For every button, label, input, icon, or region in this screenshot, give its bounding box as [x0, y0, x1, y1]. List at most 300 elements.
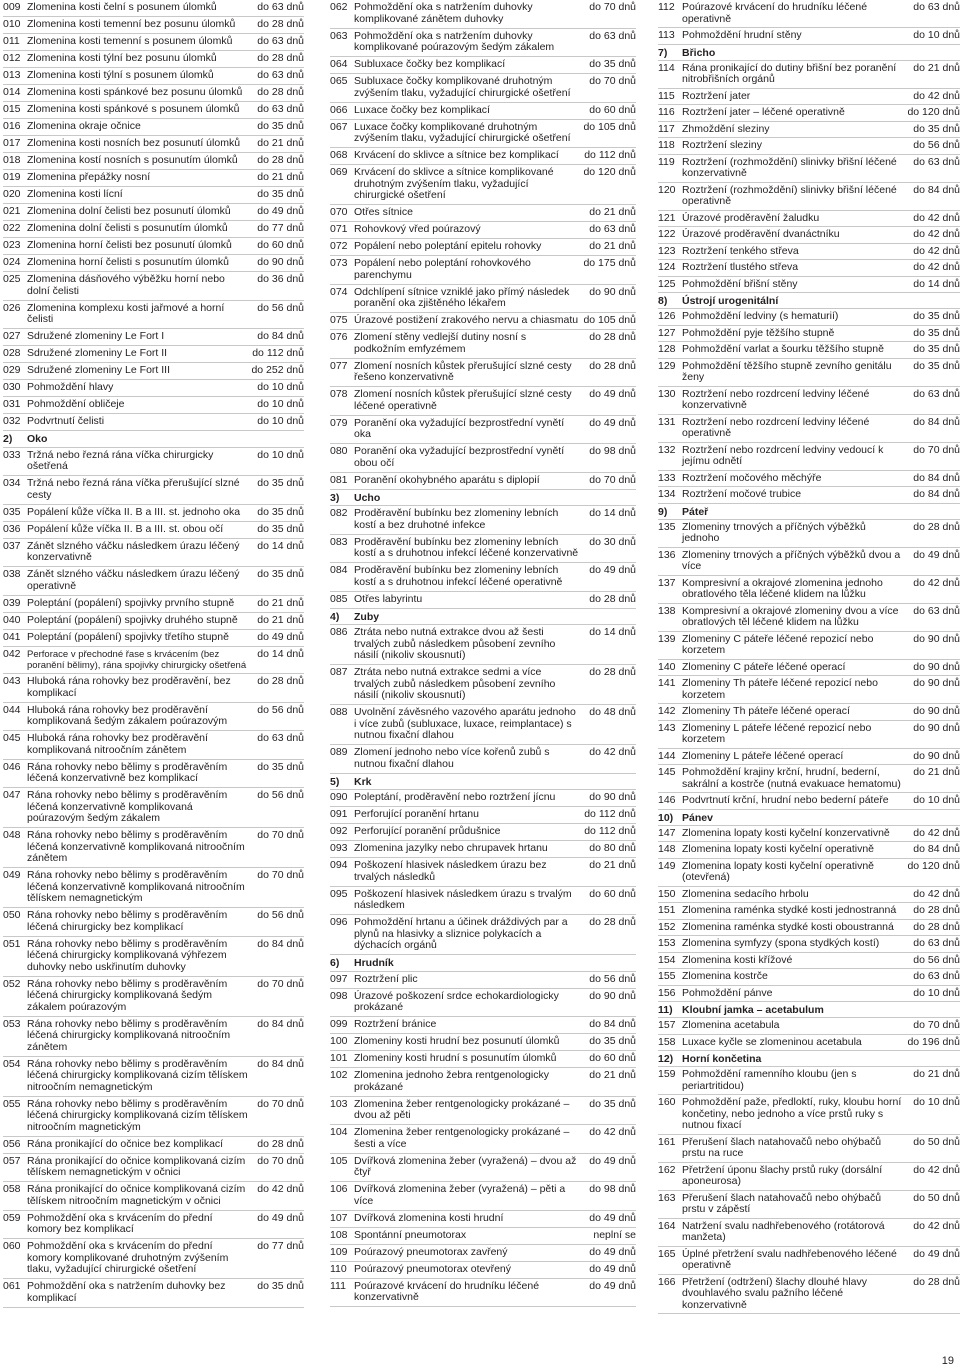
injury-entry: [658, 155, 960, 183]
entry-description: Roztržení tlustého střeva: [682, 261, 799, 273]
entry-code: 051: [3, 937, 21, 950]
injury-entry: [330, 1097, 636, 1126]
entry-description: Zlomení nosních kůstek přerušující slzné cesty léčené operativně: [354, 388, 572, 412]
entry-days: do 10 dnů: [913, 1096, 960, 1108]
entry-code: 092: [330, 825, 348, 838]
entry-description: Uvolnění závěsného vazového aparátu jednoho i více zubů (subluxace, luxace, reimplantace) s nutnou fixační dlahou: [354, 706, 576, 742]
entry-days: do 112 dnů: [584, 808, 636, 821]
entry-description: Zlomenina kosti temenní bez posunu úlomků: [27, 18, 236, 31]
entry-description: Zlomeniny Th páteře léčené operací: [682, 705, 850, 717]
entry-code: 146: [658, 794, 676, 806]
entry-description: Rána rohovky nebo bělimy s proděravěním léčená chirurgicky bez komplikací: [27, 909, 228, 933]
injury-entry: [330, 1017, 636, 1034]
entry-code: 018: [3, 154, 21, 167]
section-heading: [658, 293, 960, 309]
entry-description: Poškození hlasivek následkem úrazu s trvalým následkem: [354, 887, 572, 912]
entry-code: 044: [3, 703, 21, 716]
injury-entry: [3, 85, 304, 102]
entry-code: 022: [3, 222, 21, 235]
entry-description: Poleptání (popálení) spojivky druhého stupně: [27, 613, 238, 626]
entry-description: Rána pronikající do očnice bez komplikací: [27, 1137, 224, 1150]
entry-days: do 21 dnů: [257, 137, 304, 150]
entry-code: 107: [330, 1211, 348, 1224]
entry-description: Ztráta nebo nutná extrakce sedmi a více trvalých zubů následkem působení zevního násilí (nikoliv skousnutí): [354, 666, 556, 702]
entry-days: do 90 dnů: [913, 705, 960, 717]
entry-description: Tržná nebo řezná rána víčka přerušující slzné cesty: [27, 477, 240, 501]
entry-days: do 98 dnů: [589, 1183, 636, 1196]
entry-description: Perforující poranění průdušnice: [354, 825, 501, 838]
entry-description: Poleptání, proděravění nebo roztržení jícnu: [354, 791, 556, 804]
entry-days: do 50 dnů: [913, 1191, 960, 1204]
entry-days: do 50 dnů: [913, 1135, 960, 1148]
entry-code: 080: [330, 445, 348, 458]
injury-entry: [330, 1125, 636, 1154]
injury-entry: [330, 1034, 636, 1051]
entry-code: 015: [3, 103, 21, 116]
injury-entry: [3, 613, 304, 630]
section-title: Ucho: [354, 491, 381, 504]
entry-days: do 35 dnů: [913, 326, 960, 339]
entry-days: do 28 dnů: [913, 1275, 960, 1288]
entry-days: do 14 dnů: [913, 277, 960, 290]
entry-description: Pohmoždění oka s krvácením do přední komory bez komplikací: [27, 1211, 213, 1236]
injury-entry: [330, 1068, 636, 1097]
entry-description: Proděravění bubínku bez zlomeniny lebních kostí a s druhotnou infekcí léčené konzervativně: [354, 535, 579, 560]
entry-description: Úrazové proděravění dvanáctníku: [682, 228, 840, 240]
entry-days: do 35 dnů: [257, 760, 304, 773]
injury-entry: [330, 285, 636, 314]
entry-days: do 14 dnů: [257, 539, 304, 552]
entry-description: Zlomenina lopaty kosti kyčelní operativně (otevřená): [682, 859, 875, 883]
entry-description: Popálení kůže víčka II. B a III. st. obou očí: [27, 522, 224, 535]
entry-days: do 42 dnů: [257, 1183, 304, 1196]
entry-description: Přerušení šlach natahovačů nebo ohýbačů prstu na ruce: [682, 1135, 882, 1159]
entry-description: Pohmoždění hrtanu a účinek dráždivých par a plynů na hlasivky a sliznice polykacích a dýchacích orgánů: [354, 916, 568, 952]
injury-entry: [3, 0, 304, 17]
entry-days: do 84 dnů: [913, 183, 960, 196]
injury-entry: [330, 387, 636, 416]
injury-entry: [658, 1247, 960, 1275]
entry-description: Poranění oka vyžadující bezprostřední vynětí obou očí: [354, 445, 565, 469]
section-heading: [658, 45, 960, 61]
entry-days: do 14 dnů: [589, 626, 636, 639]
section-title: Zuby: [354, 610, 380, 623]
entry-code: 141: [658, 677, 676, 689]
entry-days: do 42 dnů: [589, 1126, 636, 1139]
entry-description: Popálení kůže víčka II. B a III. st. jednoho oka: [27, 505, 241, 518]
entry-description: Zlomeniny trnových a příčných výběžků jednoho: [682, 520, 866, 544]
entry-description: Zlomení stěny vedlejší dutiny nosní s podkožním emfyzémem: [354, 331, 527, 355]
injury-entry: [658, 487, 960, 504]
entry-description: Roztržení (rozhmoždění) slinivky břišní léčené konzervativně: [682, 155, 897, 179]
entry-days: do 63 dnů: [257, 35, 304, 48]
entry-days: do 49 dnů: [589, 1245, 636, 1258]
entry-code: 161: [658, 1135, 676, 1148]
section-number: 4): [330, 610, 340, 623]
injury-entry: [3, 34, 304, 51]
entry-days: do 60 dnů: [589, 887, 636, 900]
injury-entry: [330, 858, 636, 887]
section-heading: [330, 609, 636, 626]
entry-days: do 196 dnů: [907, 1035, 960, 1048]
entry-description: Otřes sítnice: [354, 206, 413, 219]
entry-description: Zlomeniny C páteře léčené operací: [682, 660, 846, 673]
section-heading: [658, 810, 960, 826]
entry-code: 074: [330, 285, 348, 298]
section-title: Páteř: [682, 505, 709, 518]
injury-entry: [3, 476, 304, 505]
injury-entry: [658, 359, 960, 387]
entry-days: do 28 dnů: [589, 916, 636, 929]
injury-entry: [3, 414, 304, 431]
entry-days: do 90 dnů: [913, 721, 960, 734]
entry-description: Zánět slzného váčku následkem úrazu léčený konzervativně: [27, 539, 240, 564]
entry-description: Dvířková zlomenina kosti hrudní: [354, 1211, 504, 1224]
entry-description: Sdružené zlomeniny Le Fort I: [27, 330, 165, 343]
section-number: 11): [658, 1004, 673, 1016]
entry-description: Kompresivní a okrajové zlomeniny dvou a více obratlových těl léčené klidem na lůžku: [682, 604, 899, 628]
injury-entry: [330, 1182, 636, 1211]
entry-days: do 35 dnů: [257, 1280, 304, 1293]
injury-entry: [3, 674, 304, 703]
section-title: Pánev: [682, 811, 713, 824]
entry-code: 070: [330, 206, 348, 219]
column-3: [658, 0, 960, 1314]
injury-entry: [658, 1135, 960, 1163]
entry-days: do 28 dnů: [913, 904, 960, 916]
entry-days: do 10 dnů: [257, 381, 304, 394]
injury-entry: [658, 721, 960, 749]
entry-days: do 49 dnů: [589, 416, 636, 429]
entry-days: do 70 dnů: [257, 1097, 304, 1110]
entry-description: Proděravění bubínku bez zlomeniny lebních kostí a bez druhotné infekce: [354, 507, 559, 531]
injury-entry: [658, 1035, 960, 1052]
entry-days: do 63 dnů: [913, 387, 960, 400]
entry-days: do 21 dnů: [257, 613, 304, 626]
injury-entry: [3, 788, 304, 828]
injury-entry: [330, 1279, 636, 1308]
entry-code: 068: [330, 149, 348, 162]
entry-code: 025: [3, 273, 21, 286]
entry-description: Zlomenina jednoho žebra rentgenologicky prokázané: [354, 1069, 549, 1093]
entry-days: do 49 dnů: [913, 548, 960, 561]
entry-description: Pohmoždění pánve: [682, 986, 773, 999]
entry-days: do 28 dnů: [257, 52, 304, 65]
entry-code: 134: [658, 488, 676, 500]
entry-description: Tržná nebo řezná rána víčka chirurgicky ošetřená: [27, 448, 214, 473]
entry-code: 130: [658, 387, 676, 400]
entry-description: Pohmoždění oka s natržením duhovky komplikované poúrazovým šedým zákalem: [354, 29, 555, 54]
entry-days: do 98 dnů: [589, 445, 636, 458]
entry-description: Krvácení do sklivce a sítnice bez komplikací: [354, 149, 559, 162]
entry-code: 088: [330, 706, 348, 719]
entry-description: Zlomenina kostí nosních s posunutím úlomků: [27, 154, 238, 167]
entry-days: do 35 dnů: [257, 120, 304, 133]
entry-description: Zlomení nosních kůstek přerušující slzné cesty řešeno konzervativně: [354, 359, 572, 384]
injury-entry: [3, 187, 304, 204]
entry-days: do 80 dnů: [589, 842, 636, 855]
entry-code: 111: [330, 1279, 346, 1292]
injury-entry: [330, 74, 636, 103]
entry-description: Hluboká rána rohovky bez proděravění komplikovaná šedým zákalem poúrazovým: [27, 703, 228, 728]
entry-code: 158: [658, 1035, 676, 1048]
entry-days: do 21 dnů: [913, 1068, 960, 1080]
entry-days: do 30 dnů: [589, 535, 636, 548]
entry-code: 112: [658, 1, 675, 13]
entry-days: do 90 dnů: [589, 791, 636, 804]
injury-entry: [658, 903, 960, 920]
entry-code: 019: [3, 171, 21, 184]
entry-days: do 21 dnů: [913, 61, 960, 74]
section-number: 3): [330, 491, 340, 504]
entry-days: do 60 dnů: [257, 239, 304, 252]
entry-days: do 120 dnů: [583, 166, 636, 179]
entry-description: Poškození hlasivek následkem úrazu bez trvalých následků: [354, 859, 547, 883]
entry-code: 137: [658, 576, 676, 589]
entry-code: 056: [3, 1137, 21, 1150]
injury-entry: [658, 277, 960, 294]
section-heading: [330, 955, 636, 972]
injury-entry: [330, 1245, 636, 1262]
injury-entry: [330, 165, 636, 205]
entry-description: Zlomenina dásňového výběžku horní nebo dolní čelisti: [27, 273, 225, 297]
entry-code: 109: [330, 1245, 348, 1258]
entry-code: 097: [330, 972, 348, 985]
section-number: 9): [658, 505, 668, 518]
entry-days: do 10 dnů: [257, 415, 304, 428]
entry-description: Roztržení jater – léčené operativně: [682, 106, 845, 118]
entry-description: Rána rohovky nebo bělimy s proděravěním léčená chirurgicky komplikovaná nitroočním zánětem: [27, 1017, 231, 1053]
entry-days: do 42 dnů: [913, 244, 960, 257]
injury-entry: [330, 313, 636, 330]
section-number: 5): [330, 775, 340, 788]
injury-entry: [330, 473, 636, 490]
entry-description: Zlomeniny kosti hrudní s posunutím úlomků: [354, 1052, 557, 1065]
entry-code: 012: [3, 52, 21, 65]
entry-code: 149: [658, 859, 676, 872]
injury-entry: [3, 102, 304, 119]
entry-description: Zlomenina kosti týlní bez posunu úlomků: [27, 52, 217, 65]
entry-days: do 56 dnů: [913, 953, 960, 966]
entry-description: Roztržení (rozhmoždění) slinivky břišní léčené operativně: [682, 183, 897, 207]
injury-entry: [3, 522, 304, 539]
entry-description: Pohmoždění oka s krvácením do přední komory komplikované druhotným zvýšením tlaku, vyžadující chirurgické ošetření: [27, 1240, 229, 1276]
entry-description: Zlomenina kosti lícní: [27, 188, 123, 201]
entry-code: 016: [3, 120, 21, 133]
injury-entry: [330, 103, 636, 120]
entry-code: 156: [658, 986, 676, 999]
entry-code: 116: [658, 106, 675, 118]
injury-entry: [658, 260, 960, 277]
entry-code: 093: [330, 842, 348, 855]
entry-description: Zlomeniny Th páteře léčené repozicí nebo korzetem: [682, 677, 878, 701]
injury-entry: [330, 239, 636, 256]
injury-entry: [658, 138, 960, 155]
section-title: Ústrojí urogenitální: [682, 295, 779, 307]
entry-code: 031: [3, 398, 21, 411]
entry-description: Zhmoždění sleziny: [682, 122, 770, 135]
entry-days: do 63 dnů: [913, 1, 960, 13]
entry-description: Pohmoždění krajiny krční, hrudní, bederní, sakrální a kostrče (nutná evakuace hematomu): [682, 766, 901, 790]
entry-code: 159: [658, 1068, 676, 1080]
section-title: Krk: [354, 775, 372, 788]
entry-days: do 21 dnů: [589, 206, 636, 219]
entry-days: do 14 dnů: [589, 507, 636, 520]
entry-days: do 49 dnů: [257, 1211, 304, 1224]
entry-code: 131: [658, 415, 676, 428]
column-2: [330, 0, 636, 1307]
entry-days: do 175 dnů: [583, 257, 636, 270]
entry-description: Roztržení bránice: [354, 1018, 437, 1031]
entry-days: do 48 dnů: [589, 706, 636, 719]
injury-entry: [330, 359, 636, 388]
injury-entry: [330, 222, 636, 239]
entry-description: Zlomení jednoho nebo více kořenů zubů s nutnou fixační dlahou: [354, 746, 550, 770]
entry-code: 082: [330, 507, 348, 520]
entry-code: 076: [330, 331, 348, 344]
entry-days: do 28 dnů: [913, 920, 960, 933]
entry-days: do 35 dnů: [913, 343, 960, 355]
section-title: Hrudník: [354, 957, 394, 970]
entry-description: Pohmoždění ramenního kloubu (jen s periartritidou): [682, 1068, 857, 1092]
entry-code: 061: [3, 1280, 21, 1293]
entry-code: 165: [658, 1247, 676, 1260]
injury-entry: [330, 148, 636, 165]
entry-description: Zlomenina horní čelisti s posunutím úlomků: [27, 256, 229, 269]
entry-description: Přetržení úponu šlachy prstů ruky (dorsální aponeurosa): [682, 1163, 883, 1187]
entry-days: do 105 dnů: [583, 314, 636, 327]
entry-days: do 28 dnů: [589, 592, 636, 605]
entry-days: do 35 dnů: [913, 122, 960, 135]
entry-code: 102: [330, 1069, 348, 1082]
entry-description: Rána rohovky nebo bělimy s proděravěním léčená konzervativně bez komplikací: [27, 760, 228, 785]
injury-entry: [330, 1262, 636, 1279]
entry-description: Roztržení močové trubice: [682, 488, 802, 500]
injury-entry: [3, 1154, 304, 1183]
injury-entry: [658, 632, 960, 660]
entry-code: 123: [658, 244, 676, 257]
entry-days: do 70 dnů: [589, 75, 636, 88]
entry-days: do 56 dnů: [257, 909, 304, 922]
entry-description: Pohmoždění pyje těžšího stupně: [682, 326, 835, 339]
entry-days: do 56 dnů: [257, 301, 304, 314]
entry-description: Zlomeniny kosti hrudní bez posunutí úlomků: [354, 1035, 560, 1048]
entry-code: 046: [3, 760, 21, 773]
entry-description: Pohmoždění těžšího stupně zevního genitálu ženy: [682, 359, 892, 383]
injury-entry: [3, 937, 304, 977]
injury-entry: [658, 387, 960, 415]
entry-code: 126: [658, 310, 676, 322]
entry-code: 120: [658, 183, 676, 196]
entry-days: do 49 dnů: [257, 205, 304, 218]
entry-days: do 21 dnů: [589, 859, 636, 872]
injury-entry: [330, 1228, 636, 1245]
entry-days: do 28 dnů: [257, 18, 304, 31]
injury-entry: [330, 665, 636, 705]
injury-entry: [658, 520, 960, 548]
entry-description: Pohmoždění oka s natržením duhovky komplikované zánětem duhovky: [354, 1, 533, 25]
entry-description: Rána rohovky nebo bělimy s proděravěním léčená konzervativně komplikovaná poúrazovým šedým zákalem: [27, 789, 228, 825]
entry-days: do 63 dnů: [257, 103, 304, 116]
injury-entry: [3, 238, 304, 255]
injury-entry: [658, 443, 960, 471]
entry-days: do 42 dnů: [913, 826, 960, 839]
injury-entry: [658, 61, 960, 89]
section-heading: [658, 504, 960, 520]
entry-days: do 35 dnů: [913, 359, 960, 372]
entry-code: 041: [3, 630, 21, 643]
injury-entry: [330, 1211, 636, 1228]
entry-days: do 84 dnů: [257, 1057, 304, 1070]
injury-entry: [3, 1239, 304, 1279]
entry-description: Perforace v přechodné řase s krvácením (bez poranění bělimy), rána spojivky chirurgicky ošetřená: [27, 648, 247, 671]
injury-entry: [658, 953, 960, 970]
section-title: Břicho: [682, 46, 716, 59]
entry-description: Úrazové postižení zrakového nervu a chiasmatu: [354, 314, 579, 327]
entry-code: 096: [330, 916, 348, 929]
injury-entry: [3, 68, 304, 85]
entry-code: 142: [658, 705, 676, 717]
injury-entry: [330, 330, 636, 359]
injury-entry: [658, 227, 960, 244]
entry-days: do 10 dnů: [913, 986, 960, 999]
entry-days: do 21 dnů: [589, 1069, 636, 1082]
injury-entry: [658, 89, 960, 106]
entry-code: 069: [330, 166, 348, 179]
entry-days: do 70 dnů: [257, 1154, 304, 1167]
entry-days: do 28 dnů: [257, 675, 304, 688]
entry-code: 017: [3, 137, 21, 150]
injury-entry: [330, 256, 636, 285]
entry-days: do 49 dnů: [257, 630, 304, 643]
injury-entry: [330, 535, 636, 564]
injury-entry: [330, 745, 636, 774]
entry-days: do 120 dnů: [907, 106, 960, 118]
entry-days: do 56 dnů: [589, 972, 636, 985]
entry-days: do 35 dnů: [589, 1035, 636, 1048]
entry-description: Ztráta nebo nutná extrakce dvou až šesti trvalých zubů následkem působení zevního násilí (nikoliv skousnutí): [354, 626, 556, 662]
entry-description: Zlomenina kostrče: [682, 970, 768, 982]
injury-entry: [658, 859, 960, 887]
entry-description: Zánět slzného váčku následkem úrazu léčený operativně: [27, 568, 240, 592]
entry-code: 065: [330, 75, 348, 88]
entry-description: Roztržení plic: [354, 972, 418, 985]
entry-code: 062: [330, 1, 348, 14]
entry-description: Odchlípení sítnice vzniklé jako přímý následek poranění oka zjištěného lékařem: [354, 285, 570, 310]
entry-code: 023: [3, 239, 21, 252]
entry-days: do 84 dnů: [913, 415, 960, 428]
entry-description: Úrazové poškození srdce echokardiologicky prokázané: [354, 989, 559, 1014]
entry-days: do 63 dnů: [913, 155, 960, 168]
entry-code: 055: [3, 1097, 21, 1110]
entry-code: 104: [330, 1126, 348, 1139]
entry-description: Rána rohovky nebo bělimy s proděravěním léčená chirurgicky komplikovaná cizím tělískem nitroočním magnetickým: [27, 1097, 248, 1133]
entry-description: Poleptání (popálení) spojivky prvního stupně: [27, 596, 235, 609]
entry-description: Zlomenina acetabula: [682, 1019, 780, 1031]
entry-description: Zlomenina kosti temenní s posunem úlomků: [27, 35, 233, 48]
entry-days: do 252 dnů: [251, 364, 304, 377]
entry-days: do 63 dnů: [589, 29, 636, 42]
injury-entry: [3, 1057, 304, 1097]
injury-entry: [3, 301, 304, 330]
entry-code: 125: [658, 277, 676, 290]
entry-description: Poúrazový pneumotorax otevřený: [354, 1262, 512, 1275]
entry-description: Perforující poranění hrtanu: [354, 808, 479, 821]
entry-code: 164: [658, 1219, 676, 1232]
entry-days: do 77 dnů: [257, 1240, 304, 1253]
injury-entry: [658, 548, 960, 576]
injury-entry: [3, 329, 304, 346]
